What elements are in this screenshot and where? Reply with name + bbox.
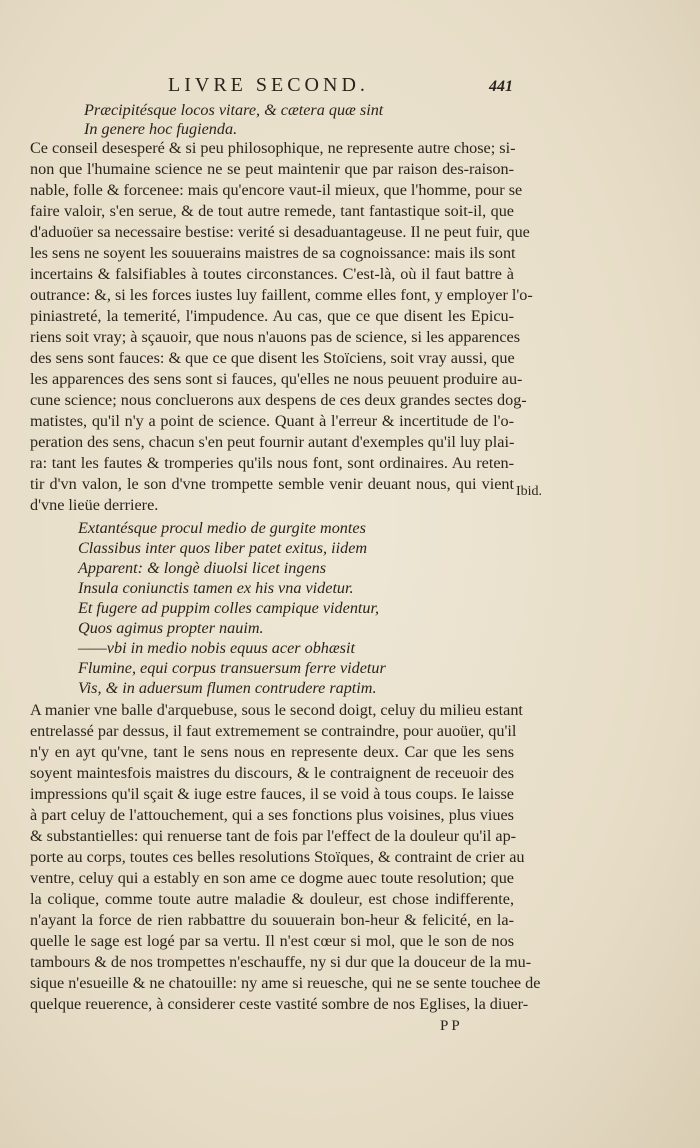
text-line: peration des sens, chacun s'en peut fournir autant d'exemples qu'il luy plai- [30,433,515,451]
text-line: soyent maintesfois maistres du discours, & le contraignent de receuoir des [30,764,514,782]
text-line: outrance: &, si les forces iustes luy faillent, comme elles font, y employer l'o- [30,286,533,304]
verse-line: Flumine, equi corpus transuersum ferre videtur [78,659,386,677]
text-line: nable, folle & forcenee: mais qu'encore vaut-il mieux, que l'homme, pour se [30,181,523,199]
text-line: incertains & falsifiables à toutes circonstances. C'est-là, où il faut battre à [30,265,514,283]
text-line: les apparences des sens sont si fauces, qu'elles ne nous peuuent produire au- [30,370,523,388]
running-head [0,74,700,100]
verse-line: ——vbi in medio nobis equus acer obhæsit [78,639,355,657]
text-line: ra: tant les fautes & tromperies qu'ils nous font, sont ordinaires. Au reten- [30,454,514,472]
text-line: à part celuy de l'attouchement, qui a ses fonctions plus voisines, plus viues [30,806,514,824]
text-line: les sens ne soyent les souuerains maistres de sa cognoissance: mais ils sont [30,244,516,262]
text-line: impressions qu'il sçait & iuge estre fauces, il se void à tous coups. Ie laisse [30,785,514,803]
text-line: ventre, celuy qui a estably en son ame ce dogme auec toute resolution; que [30,869,514,887]
text-line: & substantielles: qui renuerse tant de fois par l'effect de la douleur qu'il ap- [30,827,517,845]
text-line: quelque reuerence, à considerer ceste vastité sombre de nos Eglises, la diuer- [30,995,529,1013]
quote-line: Præcipitésque locos vitare, & cætera quæ sint [84,101,384,119]
text-line: sique n'esueille & ne chatouille: ny ame si reuesche, qui ne se sente touchee de [30,974,541,992]
verse-line: Et fugere ad puppim colles campique videntur, [78,599,380,617]
text-line: cune science; nous concluerons aux despens de ces deux grandes sectes dog- [30,391,527,409]
text-line: d'aduoüer sa necessaire bestise: verité si desaduantageuse. Il ne peut fuir, que [30,223,530,241]
text-line: entrelassé par dessus, il faut extremement se contraindre, pour auoüer, qu'il [30,722,517,740]
text-line: porte au corps, toutes ces belles resolutions Stoïques, & contraint de crier au [30,848,525,866]
text-line: quelle le sage est logé par sa vertu. Il n'est cœur si mol, que le son de nos [30,932,514,950]
text-line: A manier vne balle d'arquebuse, sous le second doigt, celuy du milieu estant [30,701,523,719]
text-line: piniastreté, la temerité, l'impudence. Au cas, que ce que disent les Epicu- [30,307,514,325]
verse-line: Vis, & in aduersum flumen contrudere raptim. [78,679,377,697]
text-line: des sens sont fauces: & que ce que disent les Stoïciens, soit vray aussi, que [30,349,515,367]
verse-line: Quos agimus propter nauim. [78,619,264,637]
text-line: la colique, comme toute autre maladie & douleur, est chose indifferente, [30,890,514,908]
text-line: tir d'vn valon, le son d'vne trompette semble venir deuant nous, qui vient [30,475,514,493]
margin-note: Ibid. [516,484,543,499]
text-line: riens soit vray; à sçauoir, que nous n'auons pas de science, si les apparences [30,328,520,346]
page-number: 441 [489,78,513,95]
text-line: matistes, qu'il n'y a point de science. Quant à l'erreur & incertitude de l'o- [30,412,514,430]
verse-line: Insula coniunctis tamen ex his vna videtur. [78,579,354,597]
text-line: n'y en ayt qu'vne, tant le sens nous en represente deux. Car que les sens [30,743,514,761]
signature-mark: PP [440,1018,463,1034]
text-line: d'vne lieüe derriere. [30,496,159,514]
running-title: LIVRE SECOND. [168,74,369,96]
text-line: non que l'humaine science ne se peut maintenir que par raison des-raison- [30,160,514,178]
quote-line: In genere hoc fugienda. [84,120,238,138]
text-line: n'ayant la force de rien rabbattre du souuerain bon-heur & felicité, en la- [30,911,514,929]
text-line: tambours & de nos trompettes n'eschauffe, ny si dur que la douceur de la mu- [30,953,532,971]
verse-line: Extantésque procul medio de gurgite montes [78,519,366,537]
text-line: Ce conseil desesperé & si peu philosophique, ne represente autre chose; si- [30,139,516,157]
verse-line: Classibus inter quos liber patet exitus, iidem [78,539,368,557]
text-line: faire valoir, s'en serue, & de tout autre remede, tant fantastique soit-il, que [30,202,514,220]
verse-line: Apparent: & longè diuolsi licet ingens [78,559,327,577]
